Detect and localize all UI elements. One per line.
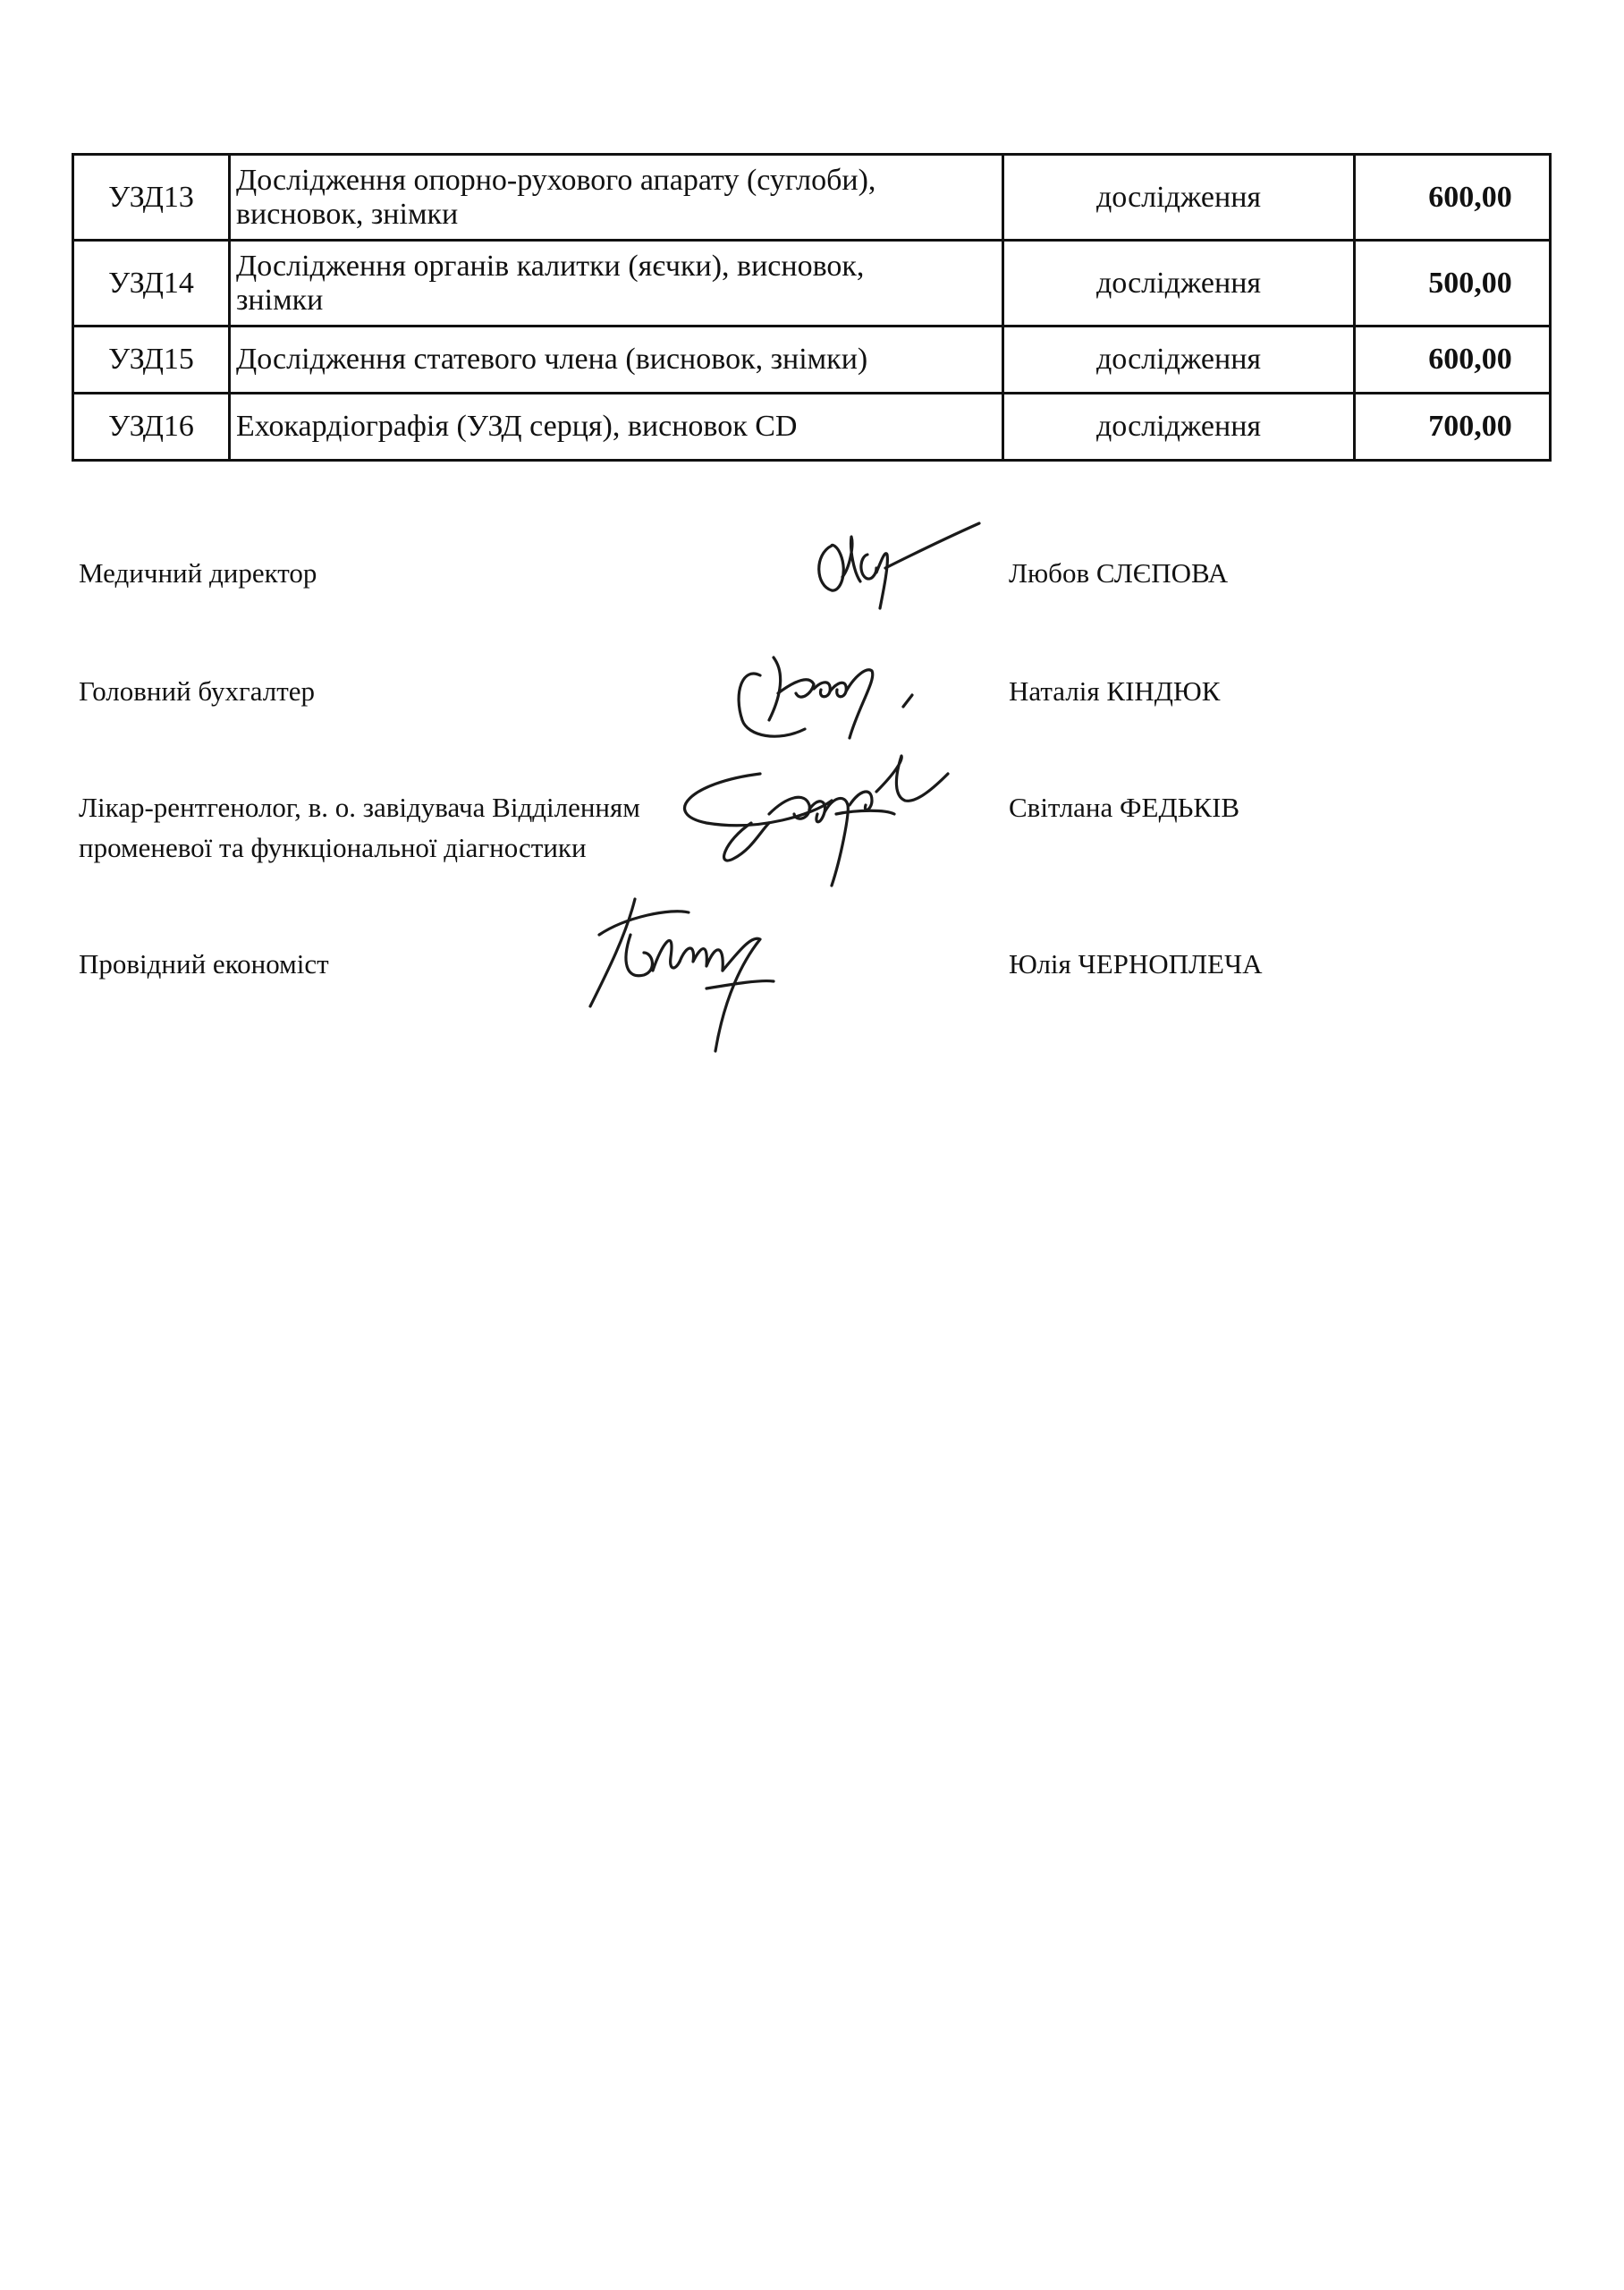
service-name-line: Ехокардіографія (УЗД серця), висновок CD — [236, 410, 798, 444]
service-price: 600,00 — [1355, 327, 1551, 394]
service-name — [230, 155, 1003, 241]
signatory-position — [79, 553, 723, 593]
price-table — [72, 153, 1552, 462]
signature-row — [79, 944, 1599, 1051]
service-unit: дослідження — [1003, 327, 1355, 394]
service-code: УЗД15 — [73, 327, 230, 394]
service-name — [230, 327, 1003, 394]
service-unit: дослідження — [1003, 394, 1355, 461]
service-name — [230, 394, 1003, 461]
service-code: УЗД16 — [73, 394, 230, 461]
table-row — [73, 394, 1551, 461]
handwritten-signature — [626, 725, 1002, 895]
service-code: УЗД14 — [73, 241, 230, 327]
position-line: Медичний директор — [79, 557, 317, 589]
service-code: УЗД13 — [73, 155, 230, 241]
table-row — [73, 241, 1551, 327]
signatory-name: Світлана ФЕДЬКІВ — [1009, 792, 1240, 823]
service-name — [230, 241, 1003, 327]
handwritten-signature — [572, 881, 805, 1069]
service-price: 500,00 — [1355, 241, 1551, 327]
position-line: Головний бухгалтер — [79, 675, 316, 707]
service-unit: дослідження — [1003, 241, 1355, 327]
position-line: Лікар-рентгенолог, в. о. завідувача Відділенням — [79, 792, 640, 823]
service-price: 600,00 — [1355, 155, 1551, 241]
position-line: Провідний економіст — [79, 948, 329, 980]
position-line: променевої та функціональної діагностики — [79, 832, 587, 863]
table-row — [73, 327, 1551, 394]
signatory-name: Юлія ЧЕРНОПЛЕЧА — [1009, 948, 1263, 980]
service-name-line: висновок, знімки — [236, 197, 459, 231]
table-row — [73, 155, 1551, 241]
service-unit: дослідження — [1003, 155, 1355, 241]
service-price: 700,00 — [1355, 394, 1551, 461]
signatory-name: Наталія КІНДЮК — [1009, 675, 1221, 707]
service-name-line: Дослідження статевого члена (висновок, знімки) — [236, 343, 868, 377]
service-name-line: Дослідження органів калитки (яєчки), висновок, — [236, 250, 865, 284]
service-name-line: Дослідження опорно-рухового апарату (суглоби), — [236, 164, 876, 198]
signatory-position — [79, 671, 723, 711]
handwritten-signature — [805, 519, 984, 617]
service-name-line: знімки — [236, 283, 324, 317]
signatory-name: Любов СЛЄПОВА — [1009, 557, 1229, 589]
